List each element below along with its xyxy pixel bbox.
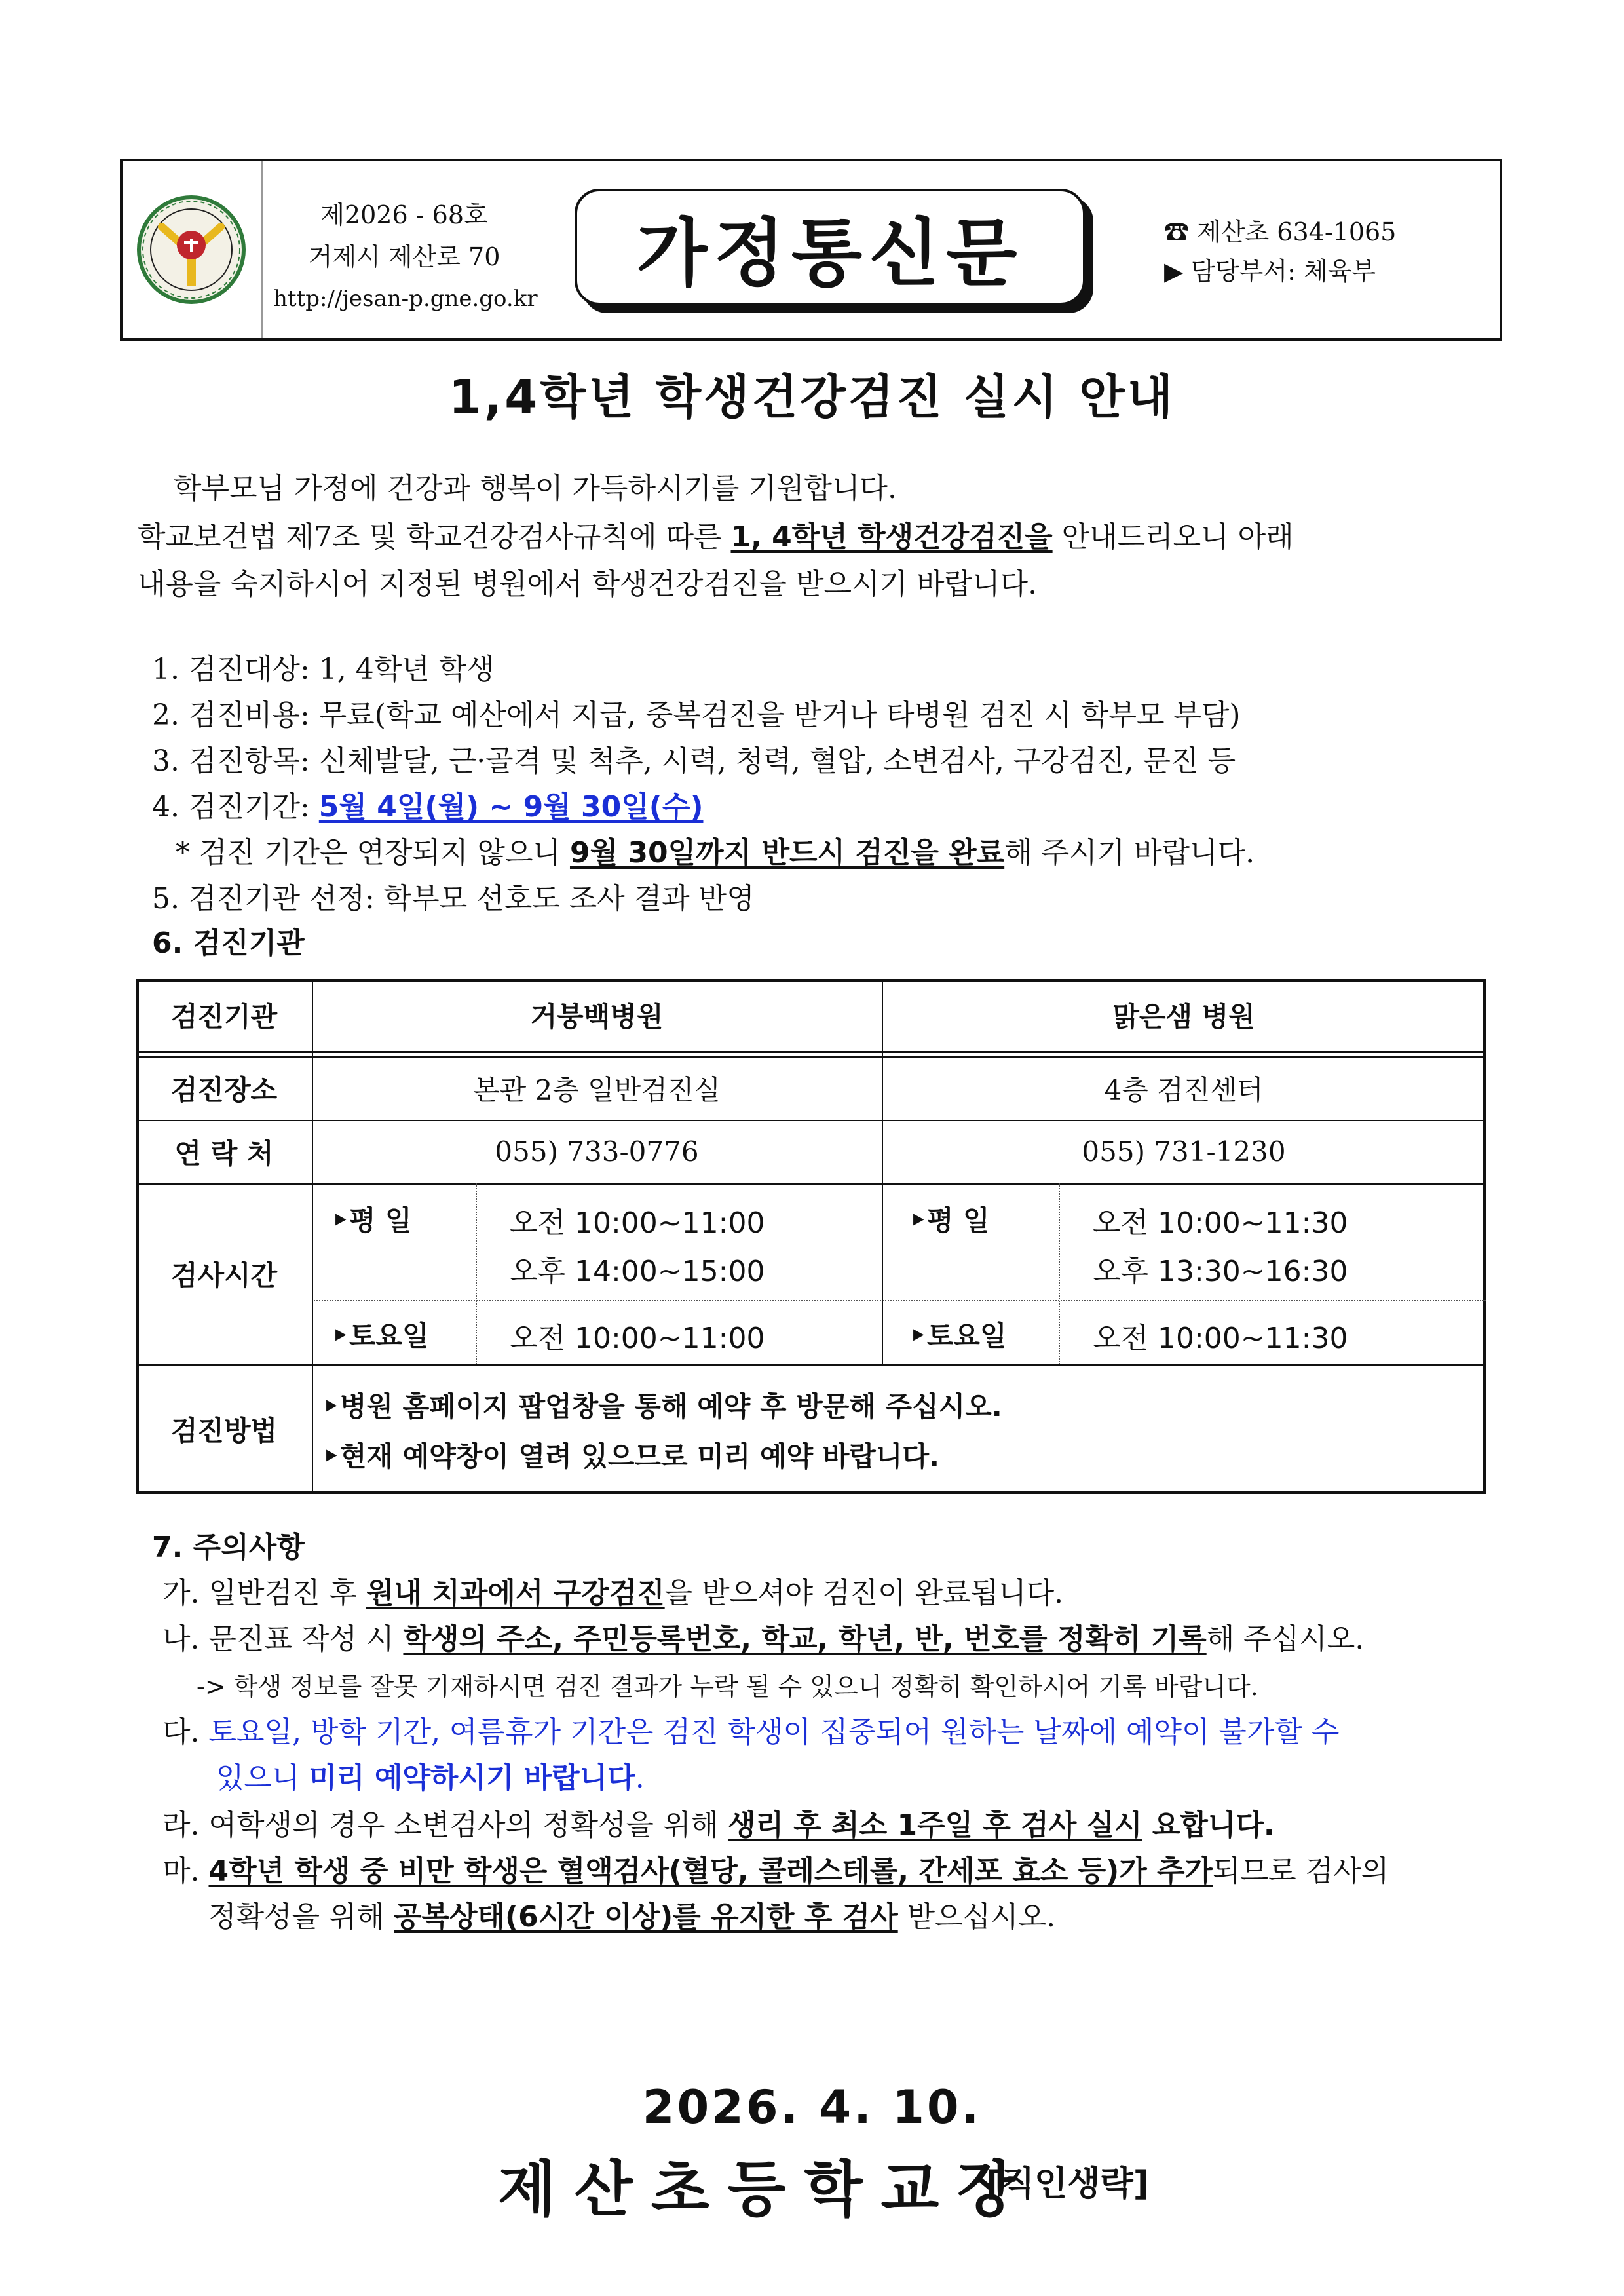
phone-number: ☎ 제산초 634-1065	[1164, 218, 1397, 246]
hospital-b-saturday-label: ‣토요일	[909, 1320, 1007, 1352]
hospital-a-weekday-pm: 오후 14:00~15:00	[510, 1255, 765, 1288]
row-label-time: 검사시간	[170, 1259, 278, 1292]
note-text: 해 주십시오.	[1206, 1622, 1365, 1656]
note-text: 을 받으셔야 검진이 완료됩니다.	[664, 1577, 1064, 1610]
hospital-b-weekday-pm: 오후 13:30~16:30	[1093, 1255, 1348, 1288]
note-text: 정확성을 위해	[208, 1900, 394, 1934]
hospital-a-place: 본관 2층 일반검진실	[473, 1073, 721, 1106]
issue-info	[273, 194, 538, 320]
row-label-method: 검진방법	[170, 1415, 278, 1447]
note-label: 마.	[162, 1854, 209, 1888]
department: ▶ 담당부서: 체육부	[1164, 257, 1376, 286]
signer-name: 제산초등학교장	[498, 2154, 1034, 2225]
note-blue-text: 있으니	[216, 1761, 309, 1795]
item-institutions: 6. 검진기관	[152, 927, 305, 960]
hospital-a-saturday-label: ‣토요일	[331, 1320, 429, 1352]
note-text: 라. 여학생의 경우 소변검사의 정확성을 위해	[162, 1808, 728, 1842]
issue-number: 제2026 - 68호	[320, 201, 488, 229]
note-text: 가. 일반검진 후	[162, 1577, 366, 1610]
header-institution: 검진기관	[170, 1001, 278, 1033]
item-period	[152, 788, 703, 827]
note-emphasis: 원내 치과에서 구강검진	[366, 1577, 665, 1610]
note-ma-line-1	[162, 1852, 1389, 1891]
hospital-b-saturday-am: 오전 10:00~11:30	[1093, 1322, 1348, 1355]
hospital-b-weekday-label: ‣평 일	[909, 1204, 990, 1236]
note-text: 나. 문진표 작성 시	[162, 1622, 404, 1656]
note-na	[162, 1620, 1364, 1659]
intro-emphasis: 1, 4학년 학생건강검진을	[730, 520, 1053, 554]
school-url: http://jesan-p.gne.go.kr	[273, 286, 538, 312]
note-blue-emphasis: 미리 예약하시기 바랍니다	[309, 1761, 635, 1795]
note-da-line-1	[162, 1713, 1339, 1752]
method-line-1: ‣병원 홈페이지 팝업창을 통해 예약 후 방문해 주십시오.	[322, 1390, 1002, 1423]
note-ra	[162, 1806, 1275, 1845]
logo-cell	[123, 161, 263, 338]
hospital-a-saturday-am: 오전 10:00~11:00	[510, 1322, 765, 1355]
issue-date: 2026. 4. 10.	[642, 2080, 982, 2134]
item-contents: 3. 검진항목: 신체발달, 근·골격 및 척추, 시력, 청력, 혈압, 소변검사, 구강검진, 문진 등	[152, 744, 1236, 778]
note-emphasis: 학생의 주소, 주민등록번호, 학교, 학년, 반, 번호를 정확히 기록	[403, 1622, 1207, 1656]
hospital-b-contact: 055) 731-1230	[1082, 1136, 1286, 1168]
method-line-2: ‣현재 예약창이 열려 있으므로 미리 예약 바랍니다.	[322, 1440, 939, 1472]
hospital-a-name: 거붕백병원	[530, 1001, 664, 1033]
school-address: 거제시 제산로 70	[308, 242, 500, 271]
page-title: 1,4학년 학생건강검진 실시 안내	[448, 370, 1176, 425]
item-period-value: 5월 4일(월) ~ 9월 30일(수)	[318, 790, 704, 824]
hospital-b-place: 4층 검진센터	[1104, 1073, 1264, 1106]
note-text: 받으십시오.	[897, 1900, 1056, 1934]
note-blue-text: 토요일, 방학 기간, 여름휴가 기간은 검진 학생이 집중되어 원하는 날짜에 예약이 불가할 수	[208, 1715, 1340, 1749]
note-emphasis: 9월 30일까지 반드시 검진을 완료	[569, 836, 1005, 870]
newsletter-title-box	[575, 189, 1086, 305]
note-da-line-2	[216, 1759, 645, 1798]
intro-text: 학교보건법 제7조 및 학교건강검사규칙에 따른	[138, 520, 731, 554]
item-selection: 5. 검진기관 선정: 학부모 선호도 조사 결과 반영	[152, 882, 755, 915]
school-logo	[136, 187, 247, 312]
note-emphasis: 4학년 학생 중 비만 학생은 혈액검사(혈당, 콜레스테롤, 간세포 효소 등)가 추가	[208, 1854, 1213, 1888]
note-ga	[162, 1574, 1063, 1613]
notes-title: 7. 주의사항	[152, 1531, 305, 1564]
intro-line-3: 내용을 숙지하시어 지정된 병원에서 학생건강검진을 받으시기 바랍니다.	[138, 567, 1038, 601]
item-target: 1. 검진대상: 1, 4학년 학생	[152, 653, 495, 686]
contact-info	[1164, 212, 1396, 291]
note-emphasis: 생리 후 최소 1주일 후 검사 실시	[727, 1808, 1142, 1842]
institution-table	[136, 979, 1486, 1494]
note-blue-text: .	[635, 1761, 645, 1795]
hospital-a-contact: 055) 733-0776	[495, 1136, 699, 1168]
note-text: 해 주시기 바랍니다.	[1004, 836, 1255, 870]
note-label: 다.	[162, 1715, 209, 1749]
newsletter-header	[120, 159, 1502, 341]
item-cost: 2. 검진비용: 무료(학교 예산에서 지급, 중복검진을 받거나 타병원 검진 시 학부모 부담)	[152, 698, 1241, 732]
hospital-b-weekday-am: 오전 10:00~11:30	[1093, 1206, 1348, 1240]
note-emphasis: 공복상태(6시간 이상)를 유지한 후 검사	[394, 1900, 898, 1934]
newsletter-title: 가정통신문	[636, 210, 1024, 296]
intro-line-1: 학부모님 가정에 건강과 행복이 가득하시기를 기원합니다.	[174, 472, 897, 505]
hospital-a-weekday-am: 오전 10:00~11:00	[510, 1206, 765, 1240]
note-ma-line-2	[208, 1898, 1055, 1937]
seal-omitted: [직인생략]	[986, 2164, 1149, 2204]
row-label-contact: 연 락 처	[174, 1137, 274, 1170]
intro-line-2	[138, 518, 1294, 557]
note-text: 요합니다.	[1142, 1808, 1275, 1842]
note-na-sub: -> 학생 정보를 잘못 기재하시면 검진 결과가 누락 될 수 있으니 정확히 확인하시어 기록 바랍니다.	[197, 1672, 1258, 1701]
hospital-a-weekday-label: ‣평 일	[331, 1204, 412, 1236]
item-period-note	[176, 833, 1255, 873]
hospital-b-name: 맑은샘 병원	[1112, 1001, 1255, 1033]
item-period-label: 4. 검진기간:	[152, 790, 319, 824]
note-text: * 검진 기간은 연장되지 않으니	[176, 836, 570, 870]
intro-text: 안내드리오니 아래	[1052, 520, 1294, 554]
note-text: 되므로 검사의	[1213, 1854, 1389, 1888]
row-label-place: 검진장소	[170, 1073, 278, 1106]
